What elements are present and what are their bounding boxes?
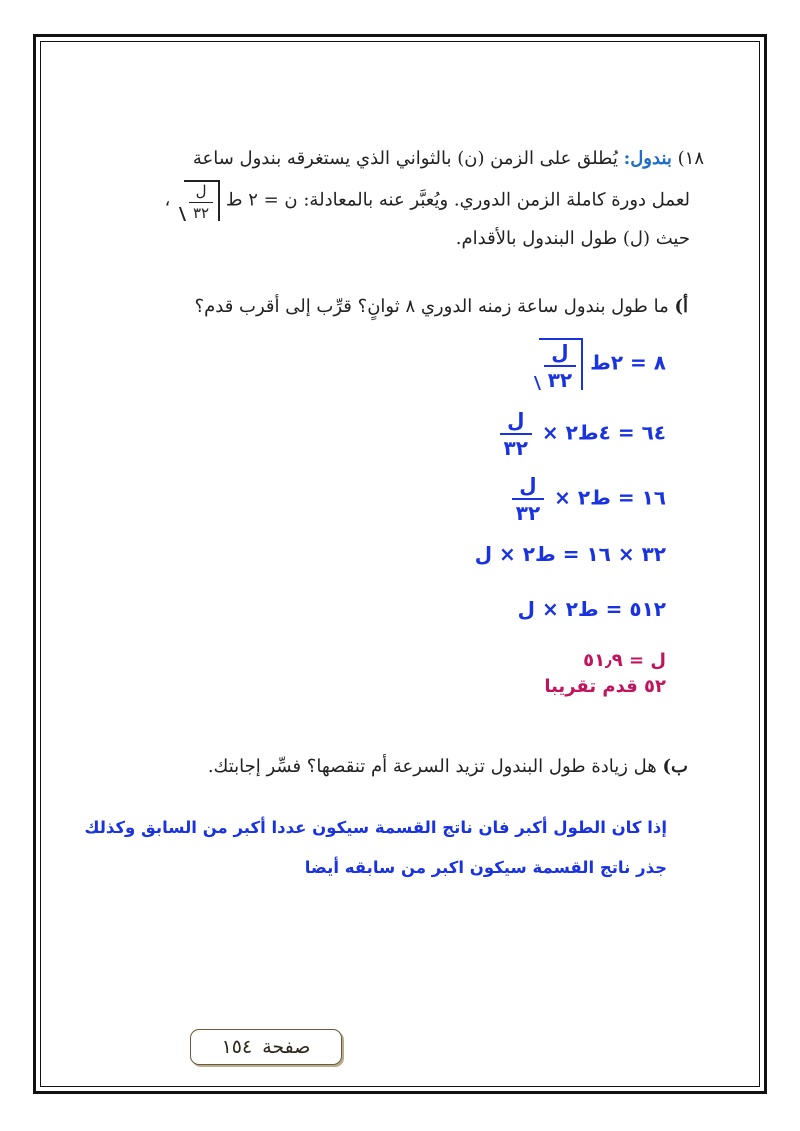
- part-b-text: هل زيادة طول البندول تزيد السرعة أم تنقصها؟ فسِّر إجابتك.: [207, 756, 657, 777]
- question-keyword: بندول:: [623, 148, 672, 169]
- part-a-label: أ): [674, 296, 688, 317]
- fraction-denominator: ٣٢: [189, 202, 213, 221]
- sqrt-symbol: [531, 338, 583, 390]
- part-a: [195, 296, 688, 317]
- answer-b-line-2: جذر ناتج القسمة سيكون اكبر من سابقه أيضا: [304, 858, 667, 877]
- page-number-badge: [190, 1029, 342, 1065]
- step1-fraction: $\frac{\text{ل}}{٣٢}$: [544, 342, 576, 390]
- solution-step-4: ٣٢ × ١٦ = ط٢ × ل: [474, 542, 666, 566]
- solution-step-6: ل = ٥١٫٩: [583, 650, 666, 671]
- fraction-numerator: ل: [195, 182, 207, 200]
- part-b: [208, 756, 688, 777]
- question-line-1: [193, 148, 704, 169]
- solution-final: ٥٢ قدم تقريبا: [544, 676, 666, 697]
- part-b-label: ب): [662, 756, 688, 777]
- answer-b-line-1: إذا كان الطول أكبر فان ناتج القسمة سيكون عددا أكبر من السابق وكذلك: [84, 818, 667, 837]
- question-comma: ،: [164, 189, 171, 211]
- step2-fraction: $\frac{\text{ل}}{٣٢}$: [500, 410, 532, 458]
- question-text-3: حيث (ل) طول البندول بالأقدام.: [455, 228, 690, 249]
- page-number: ١٥٤: [221, 1036, 253, 1058]
- part-a-text: ما طول بندول ساعة زمنه الدوري ٨ ثوانٍ؟ قرِّب إلى أقرب قدم؟: [194, 296, 669, 317]
- step3-fraction: $\frac{\text{ل}}{٣٢}$: [512, 475, 544, 523]
- sqrt-symbol: [176, 180, 220, 221]
- solution-step-2: ٦٤ = ٤ط٢ × $\frac{\text{ل}}{٣٢}$: [497, 410, 666, 458]
- solution-step-3: ١٦ = ط٢ × $\frac{\text{ل}}{٣٢}$: [509, 475, 666, 523]
- question-line-3: [456, 228, 690, 249]
- question-line-2: [164, 180, 690, 221]
- question-fraction: [189, 184, 213, 221]
- solution-step-5: ٥١٢ = ط٢ × ل: [517, 597, 666, 621]
- question-number: ١٨): [677, 148, 704, 169]
- page-label: صفحة: [262, 1036, 311, 1058]
- question-text-2: لعمل دورة كاملة الزمن الدوري. ويُعبَّر عنه بالمعادلة: ن = ٢ ط: [225, 189, 690, 211]
- question-text-1: يُطلق على الزمن (ن) بالثواني الذي يستغرقه بندول ساعة: [192, 148, 618, 169]
- solution-step-1: ٨ = ٢ط $\frac{\text{ل}}{٣٢}$: [531, 338, 666, 390]
